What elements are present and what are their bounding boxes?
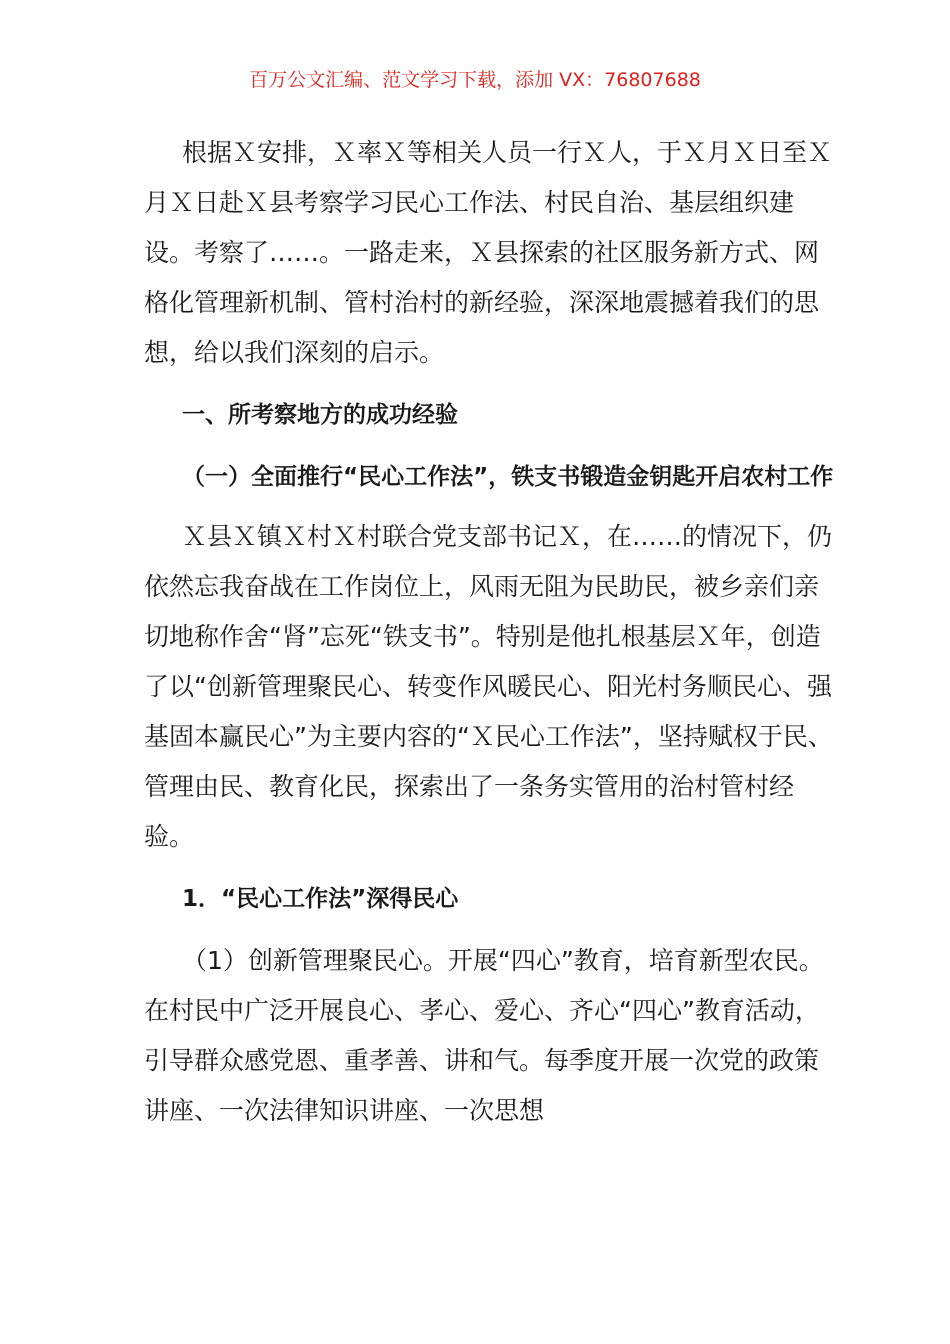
- point-heading-1: 1．“民心工作法”深得民心: [182, 886, 459, 912]
- watermark-header: 百万公文汇编、范文学习下载，添加 VX：76807688: [249, 69, 701, 91]
- subsection-heading-1: （一）全面推行“民心工作法”，铁支书锻造金钥匙开启农村工作: [182, 464, 834, 490]
- document-body: [144, 128, 834, 1148]
- body-paragraph-2: Ｘ县Ｘ镇Ｘ村Ｘ村联合党支部书记Ｘ，在……的情况下，仍依然忘我奋战在工作岗位上，风雨无阻为民助民，被乡亲们亲切地称作舍“肾”忘死“铁支书”。特别是他扎根基层Ｘ年，创造了以“创新管理聚民心、转变作风暖民心、阳光村务顺民心、强基固本赢民心”为主要内容的“Ｘ民心工作法”，坚持赋权于民、管理由民、教育化民，探索出了一条务实管用的治村管村经验。: [144, 522, 833, 851]
- section-heading-1: 一、所考察地方的成功经验: [182, 402, 458, 428]
- intro-paragraph: 根据Ｘ安排，Ｘ率Ｘ等相关人员一行Ｘ人，于Ｘ月Ｘ日至Ｘ月Ｘ日赴Ｘ县考察学习民心工作法、村民自治、基层组织建设。考察了……。一路走来，Ｘ县探索的社区服务新方式、网格化管理新机制、管村治村的新经验，深深地震撼着我们的思想，给以我们深刻的启示。: [144, 138, 833, 367]
- body-paragraph-3: （1）创新管理聚民心。开展“四心”教育，培育新型农民。在村民中广泛开展良心、孝心、爱心、齐心“四心”教育活动，引导群众感党恩、重孝善、讲和气。每季度开展一次党的政策讲座、一次法律知识讲座、一次思想: [144, 946, 824, 1125]
